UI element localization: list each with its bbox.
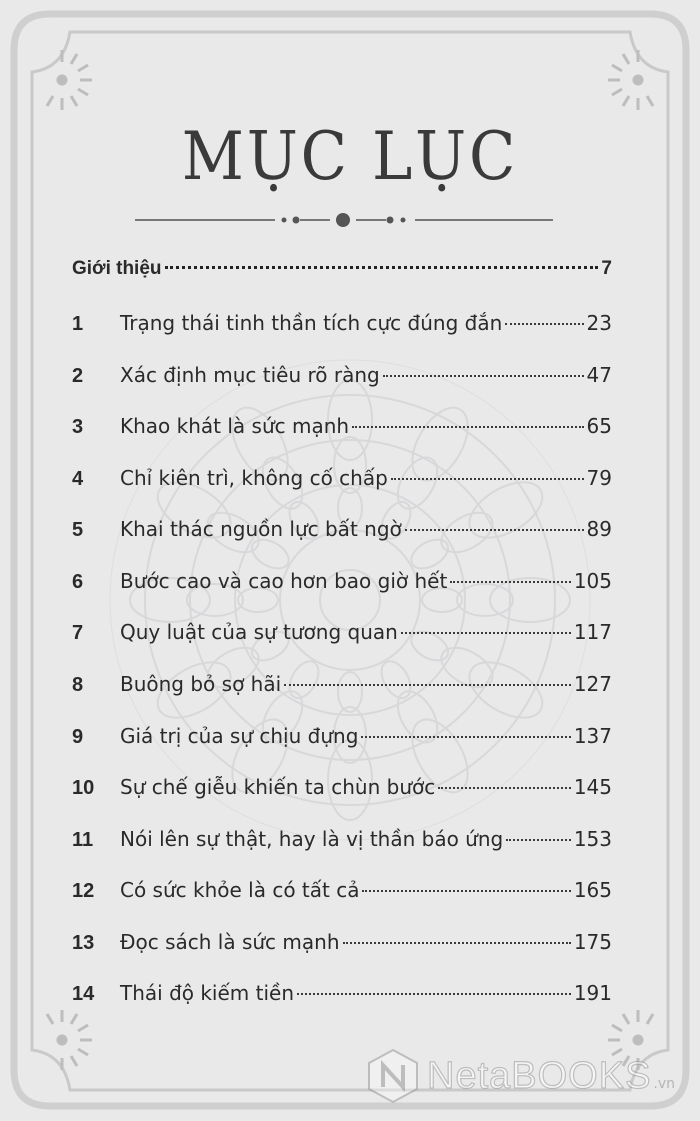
toc-row[interactable] [72, 981, 612, 1015]
dot-leader [450, 581, 571, 583]
chapter-title: Giá trị của sự chịu đựng [120, 724, 359, 748]
chapter-number: 3 [72, 416, 84, 438]
chapter-page: 79 [586, 466, 612, 490]
chapter-page: 153 [573, 827, 612, 851]
chapter-title: Sự chế giễu khiến ta chùn bước [120, 775, 436, 799]
chapter-number: 6 [72, 571, 84, 593]
chapter-page: 175 [573, 930, 612, 954]
chapter-page: 191 [573, 981, 612, 1005]
dot-leader [505, 323, 583, 325]
toc-intro-label: Giới thiệu [72, 258, 162, 279]
title-divider [135, 213, 553, 227]
chapter-number: 9 [72, 726, 84, 748]
toc-row[interactable] [72, 878, 612, 912]
chapter-page: 47 [586, 363, 612, 387]
toc-row-intro[interactable] [72, 258, 612, 292]
toc-intro-page: 7 [601, 258, 612, 279]
dot-leader [401, 632, 571, 634]
toc-row[interactable] [72, 363, 612, 397]
toc-row[interactable] [72, 775, 612, 809]
dot-leader [438, 787, 571, 789]
hexagon-logo-icon [365, 1047, 421, 1105]
dot-leader [506, 839, 571, 841]
toc-row[interactable] [72, 930, 612, 964]
toc-row[interactable] [72, 414, 612, 448]
chapter-title: Buông bỏ sợ hãi [120, 672, 282, 696]
chapter-page: 65 [586, 414, 612, 438]
chapter-number: 4 [72, 468, 84, 490]
watermark-brand: NetaBOOKS [427, 1054, 652, 1097]
dot-leader [165, 266, 599, 269]
toc-row[interactable] [72, 466, 612, 500]
dot-leader [383, 375, 584, 377]
dot-leader [284, 684, 571, 686]
toc-row[interactable] [72, 569, 612, 603]
chapter-number: 2 [72, 365, 84, 387]
chapter-title: Quy luật của sự tương quan [120, 620, 398, 644]
chapter-title: Thái độ kiếm tiền [120, 981, 295, 1005]
chapter-page: 89 [586, 517, 612, 541]
dot-leader [343, 942, 571, 944]
chapter-number: 8 [72, 674, 84, 696]
dot-leader [362, 890, 570, 892]
chapter-title: Có sức khỏe là có tất cả [120, 878, 360, 902]
chapter-page: 117 [573, 620, 612, 644]
watermark [365, 1046, 675, 1106]
chapter-title: Khao khát là sức mạnh [120, 414, 350, 438]
corner-ornament-top-right [608, 50, 653, 110]
toc-row[interactable] [72, 311, 612, 345]
chapter-number: 14 [72, 983, 95, 1005]
chapter-number: 7 [72, 622, 84, 644]
watermark-suffix: .vn [653, 1076, 676, 1092]
chapter-title: Xác định mục tiêu rõ ràng [120, 363, 380, 387]
chapter-page: 23 [586, 311, 612, 335]
chapter-title: Đọc sách là sức mạnh [120, 930, 340, 954]
toc-row[interactable] [72, 827, 612, 861]
corner-ornament-bottom-left [47, 1010, 92, 1070]
chapter-title: Bước cao và cao hơn bao giờ hết [120, 569, 448, 593]
chapter-number: 1 [72, 313, 84, 335]
chapter-number: 11 [72, 829, 94, 851]
chapter-title: Trạng thái tinh thần tích cực đúng đắn [120, 311, 503, 335]
chapter-title: Khai thác nguồn lực bất ngờ [120, 517, 402, 541]
chapter-page: 127 [573, 672, 612, 696]
chapter-number: 12 [72, 880, 95, 902]
chapter-page: 137 [573, 724, 612, 748]
dot-leader [405, 529, 584, 531]
chapter-number: 13 [72, 932, 95, 954]
dot-leader [361, 736, 570, 738]
chapter-page: 105 [573, 569, 612, 593]
toc-row[interactable] [72, 517, 612, 551]
chapter-title: Chỉ kiên trì, không cố chấp [120, 466, 388, 490]
chapter-page: 165 [573, 878, 612, 902]
dot-leader [352, 426, 583, 428]
chapter-page: 145 [573, 775, 612, 799]
chapter-number: 5 [72, 519, 84, 541]
toc-row[interactable] [72, 724, 612, 758]
dot-leader [391, 478, 584, 480]
dot-leader [297, 993, 571, 995]
page-title: MỤC LỤC [181, 118, 519, 195]
corner-ornament-top-left [47, 50, 92, 110]
toc-row[interactable] [72, 620, 612, 654]
toc-row[interactable] [72, 672, 612, 706]
chapter-title: Nói lên sự thật, hay là vị thần báo ứng [120, 827, 504, 851]
chapter-number: 10 [72, 777, 95, 799]
